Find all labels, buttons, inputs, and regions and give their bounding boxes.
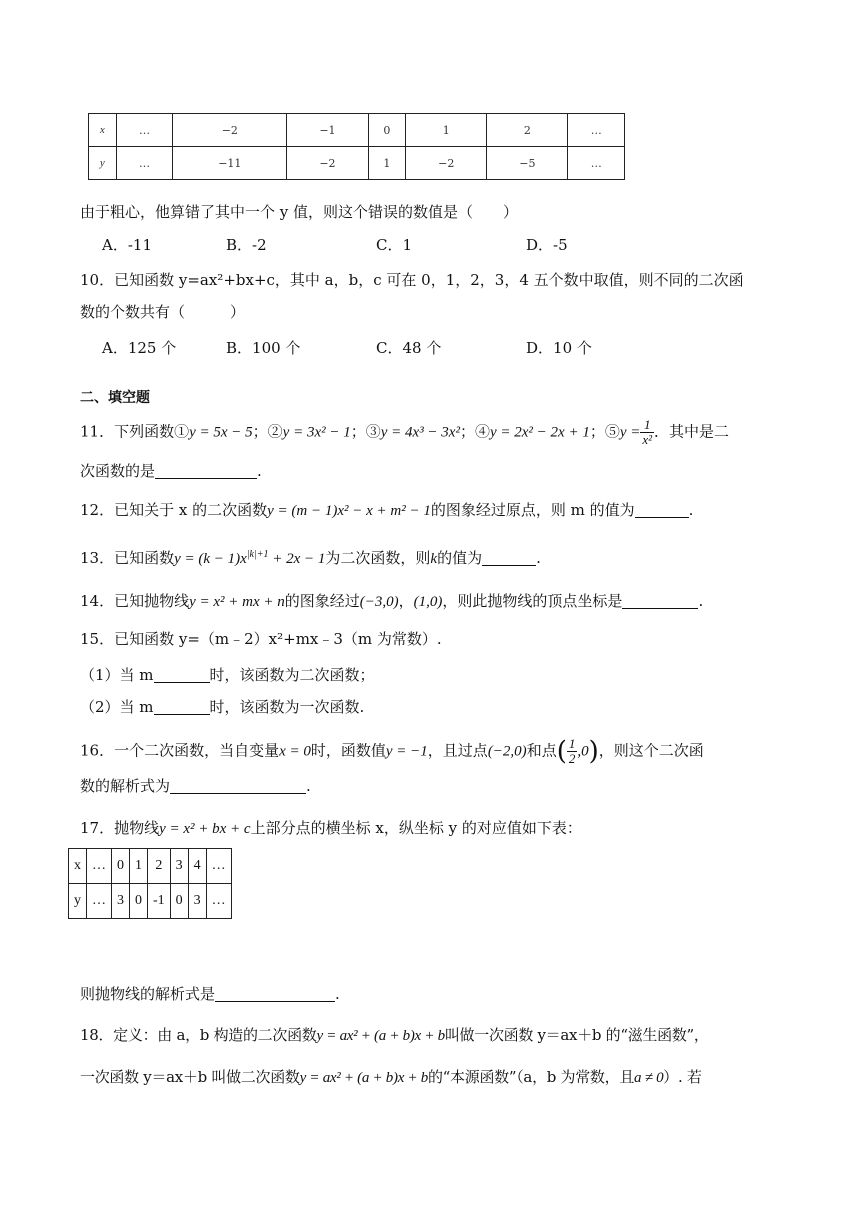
table-cell: … [87,849,112,884]
text: 11．下列函数① [80,422,190,441]
text: 一次函数 y＝ax＋b 叫做二次函数 [80,1068,300,1086]
value-table-1 [88,113,625,180]
formula: y = 5x − 5 [189,424,253,441]
formula: y = 4x³ − 3x² [380,424,460,441]
question-11-line2: 次函数的是 . [80,462,262,480]
formula: $y = (k - 1)x^{|k|+1} + 2x - 1$ [174,549,326,567]
point: (−2,0) [487,743,527,760]
answer-blank[interactable] [170,777,306,794]
table-row [89,114,625,147]
table-cell: 3 [188,884,206,919]
answer-blank[interactable] [215,985,335,1002]
formula: y = (m − 1)x² − x + m² − 1 [267,503,431,519]
option-b: B．100 个 [226,339,301,357]
formula: y = ax² + (a + b)x + b [316,1028,445,1044]
option-d: D．10 个 [526,339,592,357]
text: （2）当 m [80,698,154,716]
table-cell: … [568,147,625,180]
formula: y = x² + mx + n [189,594,285,610]
row-label-cell: x [69,849,87,884]
table-cell: … [206,884,231,919]
option-d: D．-5 [526,236,568,254]
text: ；⑤ [589,422,620,441]
table-cell: −2 [173,114,287,147]
question-18-line2 [80,1066,702,1089]
table-cell: 1 [368,147,406,180]
fraction [567,737,578,766]
option-a: A．125 个 [102,339,177,357]
text: 13．已知函数 [80,549,175,567]
table-cell: 0 [368,114,406,147]
table-cell: 1 [406,114,487,147]
question-15-stem: 15．已知函数 y=（m﹣2）x²+mx﹣3（m 为常数）. [80,630,442,648]
text: 叫做一次函数 y＝ax＋b 的“滋生函数”， [444,1026,709,1044]
question-9-options [102,234,568,256]
option-a: A．-11 [102,236,152,254]
text: 的值为 [437,549,483,567]
value-table-2 [68,848,232,919]
text: （1）当 m [80,666,154,684]
text: 和点 [526,741,557,760]
row-label-cell: y [89,147,117,180]
numerator: 1 [640,418,654,433]
answer-blank[interactable] [482,549,536,566]
table-cell: … [116,114,173,147]
text: ．其中是二 [654,422,730,441]
formula: y = [619,424,641,441]
text: ；④ [459,422,490,441]
text: ， [398,592,414,610]
variable: k [430,551,438,567]
formula: y = 2x² − 2x + 1 [489,424,590,441]
question-10-line2: 数的个数共有（ ） [80,303,246,321]
table-cell: −2 [406,147,487,180]
table-cell: 4 [188,849,206,884]
text: ，则这个二次函 [598,741,704,760]
text: ；② [252,422,283,441]
formula: y = ax² + (a + b)x + b [299,1070,428,1086]
denominator: x² [642,432,653,447]
question-16-line2: 数的解析式为 . [80,777,311,795]
text: 时，该函数为二次函数； [209,666,375,684]
text: ，则此抛物线的顶点坐标是 [442,592,623,610]
formula: x = 0 [279,743,311,760]
table-cell: 0 [170,884,188,919]
table-cell: … [87,884,112,919]
question-13: 13．已知函数$y = (k - 1)x^{|k|+1} + 2x - 1$为二次函数，则k的值为 . [80,549,541,567]
numerator: 1 [568,736,576,751]
table-cell: −2 [287,147,368,180]
table-cell: … [206,849,231,884]
answer-blank[interactable] [155,462,257,479]
table-cell: 3 [112,884,130,919]
row-label-cell: y [69,884,87,919]
text: ；③ [350,422,381,441]
text: 12．已知关于 x 的二次函数 [80,501,268,519]
table-row [89,147,625,180]
table-cell: 2 [487,114,568,147]
table-cell: -1 [148,884,171,919]
text: 次函数的是 [80,462,156,480]
formula: a ≠ 0 [634,1070,664,1086]
table-cell: … [568,114,625,147]
text: 14．已知抛物线 [80,592,190,610]
question-17-stem [80,817,582,840]
text: 为二次函数，则 [325,549,431,567]
question-10-options [102,337,592,359]
question-11-line1 [80,418,729,447]
question-10-line1: 10．已知函数 y=ax²+bx+c，其中 a，b，c 可在 0，1，2，3，4 五个数中取值，则不同的二次函 [80,271,744,289]
table-cell: 0 [130,884,148,919]
table-cell: … [116,147,173,180]
table-cell: −11 [173,147,287,180]
question-15-sub1 [80,664,375,686]
point-tail: ,0 [577,743,589,760]
text: ，且过点 [427,741,488,760]
fraction [640,418,654,447]
text: 时，该函数为一次函数. [209,698,365,716]
answer-blank[interactable] [154,666,210,683]
answer-blank[interactable] [622,592,698,609]
text: 16．一个二次函数，当自变量 [80,741,280,760]
text: 的图象经过原点，则 m 的值为 [430,501,635,519]
text: 上部分点的横坐标 x，纵坐标 y 的对应值如下表： [250,819,582,837]
table-cell: −5 [487,147,568,180]
row-label-cell: x [89,114,117,147]
section-title: 二、填空题 [80,390,150,406]
question-18-line1 [80,1024,709,1047]
option-b: B．-2 [226,236,267,254]
denominator: 2 [568,751,576,766]
text: 数的解析式为 [80,777,171,795]
question-9-stem: 由于粗心，他算错了其中一个 y 值，则这个错误的数值是（ ） [80,203,519,221]
formula: y = 3x² − 1 [282,424,351,441]
option-c: C．48 个 [376,339,442,357]
table-cell: 3 [170,849,188,884]
answer-blank[interactable] [635,501,689,518]
text: 时，函数值 [310,741,386,760]
question-17-answer: 则抛物线的解析式是 . [80,985,340,1003]
table-cell: 1 [130,849,148,884]
answer-blank[interactable] [154,698,210,715]
question-14: 14．已知抛物线y = x² + mx + n的图象经过(−3,0)，(1,0)，则此抛物线的顶点坐标是 . [80,592,704,610]
text: 的“本源函数”（a，b 为常数，且 [427,1068,635,1086]
text: 则抛物线的解析式是 [80,985,216,1003]
text: ）. 若 [663,1068,702,1086]
formula: y = −1 [385,743,428,760]
table-row [69,849,232,884]
text: 17．抛物线 [80,819,160,837]
table-cell: 2 [148,849,171,884]
table-cell: 0 [112,849,130,884]
formula: y = x² + bx + c [159,821,251,837]
text: 的图象经过 [284,592,360,610]
option-c: C．1 [376,236,413,254]
text: 18．定义：由 a，b 构造的二次函数 [80,1026,317,1044]
question-12: 12．已知关于 x 的二次函数y = (m − 1)x² − x + m² − 1的图象经过原点，则 m 的值为 . [80,501,694,519]
table-cell: −1 [287,114,368,147]
question-15-sub2 [80,696,364,718]
table-row [69,884,232,919]
point: (−3,0) [359,594,399,610]
point: (1,0) [413,594,443,610]
question-16-line1: 16．一个二次函数，当自变量x = 0时，函数值y = −1，且过点(−2,0)和点( $\frac{1}{2}$ ,0)，则这个二次函 [80,736,704,767]
